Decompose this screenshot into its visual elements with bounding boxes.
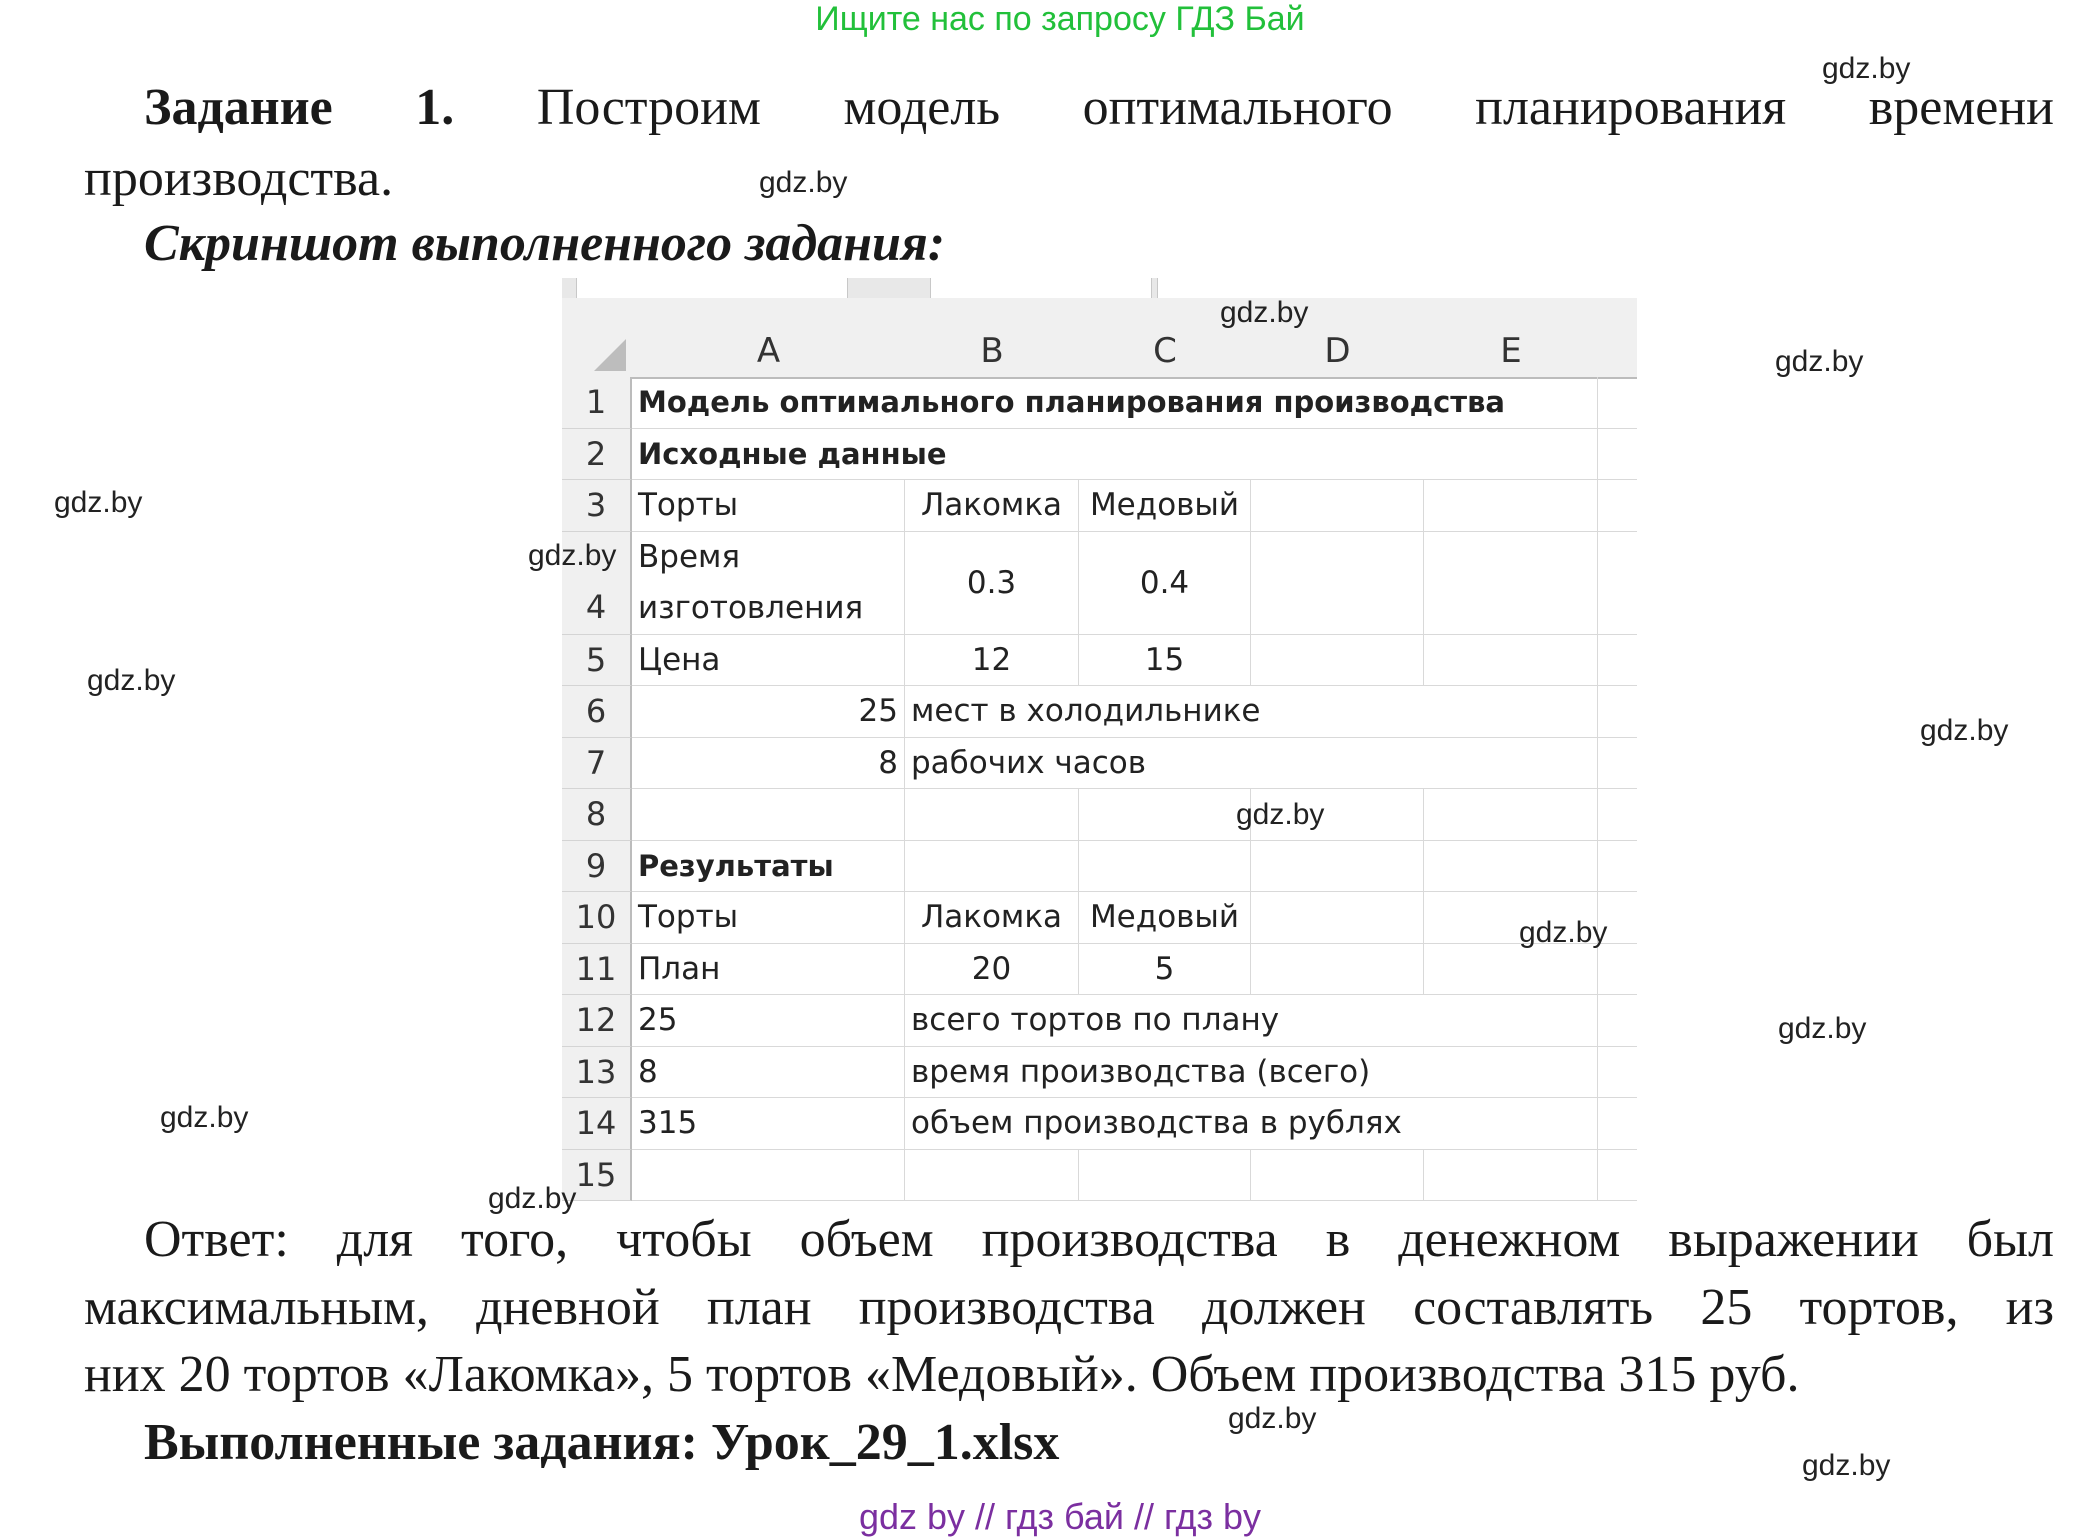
- column-header-b[interactable]: B: [905, 325, 1080, 379]
- watermark: gdz.by: [1228, 1402, 1317, 1435]
- watermark: gdz.by: [759, 166, 848, 199]
- column-header-f[interactable]: [1598, 325, 1637, 379]
- empty-cell[interactable]: [1598, 480, 1637, 532]
- watermark: gdz.by: [1236, 798, 1325, 831]
- watermark: gdz.by: [160, 1101, 249, 1134]
- cell-a6[interactable]: 25: [632, 686, 905, 738]
- cell-a5[interactable]: Цена: [632, 635, 905, 687]
- empty-cell[interactable]: [1598, 532, 1637, 635]
- empty-cell[interactable]: [1598, 686, 1637, 738]
- empty-cell[interactable]: [1079, 1150, 1251, 1202]
- cell-b13[interactable]: время производства (всего): [905, 1047, 1598, 1099]
- footer-links: gdz by // гдз бай // гдз by: [858, 1496, 1262, 1537]
- row-header-12[interactable]: 12: [562, 995, 632, 1047]
- empty-cell[interactable]: [1598, 635, 1637, 687]
- task-line-1: [144, 74, 2054, 142]
- row-header-10[interactable]: 10: [562, 892, 632, 944]
- name-box: [576, 278, 848, 299]
- cell-b11[interactable]: 20: [905, 944, 1079, 996]
- empty-cell[interactable]: [1251, 480, 1424, 532]
- empty-cell[interactable]: [632, 789, 905, 841]
- row-header-14[interactable]: 14: [562, 1098, 632, 1150]
- row-header-15[interactable]: 15: [562, 1150, 632, 1202]
- cell-b12[interactable]: всего тортов по плану: [905, 995, 1598, 1047]
- empty-cell[interactable]: [1424, 480, 1598, 532]
- search-banner: Ищите нас по запросу ГДЗ Бай: [815, 0, 1305, 38]
- watermark: gdz.by: [1775, 345, 1864, 378]
- empty-cell[interactable]: [1598, 995, 1637, 1047]
- empty-cell[interactable]: [905, 789, 1079, 841]
- row-header-13[interactable]: 13: [562, 1047, 632, 1099]
- watermark: gdz.by: [1778, 1012, 1867, 1045]
- empty-cell[interactable]: [1424, 841, 1598, 893]
- empty-cell[interactable]: [1251, 892, 1424, 944]
- empty-cell[interactable]: [1424, 944, 1598, 996]
- empty-cell[interactable]: [1598, 429, 1637, 481]
- watermark: gdz.by: [54, 486, 143, 519]
- formula-buttons: [930, 278, 1152, 299]
- cell-a4[interactable]: Время изготовления: [632, 532, 905, 635]
- watermark: gdz.by: [1822, 52, 1911, 85]
- watermark: gdz.by: [1802, 1449, 1891, 1482]
- empty-cell[interactable]: [905, 841, 1079, 893]
- cell-c11[interactable]: 5: [1079, 944, 1251, 996]
- answer-line-1: Ответ: для того, чтобы объем производства в денежном выражении был: [144, 1211, 2054, 1268]
- cell-b14[interactable]: объем производства в рублях: [905, 1098, 1598, 1150]
- column-header-c[interactable]: C: [1079, 325, 1252, 379]
- column-header-a[interactable]: A: [632, 325, 906, 379]
- empty-cell[interactable]: [1598, 1098, 1637, 1150]
- empty-cell[interactable]: [1079, 789, 1251, 841]
- watermark: gdz.by: [87, 664, 176, 697]
- empty-cell[interactable]: [1424, 789, 1598, 841]
- answer-line-3: них 20 тортов «Лакомка», 5 тортов «Медовый». Объем производства 315 руб.: [84, 1346, 1800, 1403]
- cell-b7[interactable]: рабочих часов: [905, 738, 1598, 790]
- empty-cell[interactable]: [1424, 532, 1598, 635]
- cell-a9[interactable]: Результаты: [632, 841, 905, 893]
- empty-cell[interactable]: [1598, 377, 1637, 429]
- empty-cell[interactable]: [1424, 635, 1598, 687]
- watermark: gdz.by: [1519, 916, 1608, 949]
- cell-a14[interactable]: 315: [632, 1098, 905, 1150]
- empty-cell[interactable]: [1251, 635, 1424, 687]
- row-header-9[interactable]: 9: [562, 841, 632, 893]
- cell-a10[interactable]: Торты: [632, 892, 905, 944]
- watermark: gdz.by: [528, 539, 617, 572]
- watermark: gdz.by: [488, 1182, 577, 1215]
- cell-c4[interactable]: 0.4: [1079, 532, 1251, 635]
- row-header-4[interactable]: 4: [562, 532, 632, 635]
- row-header-1[interactable]: 1: [562, 377, 632, 429]
- select-all-corner[interactable]: [562, 325, 633, 379]
- empty-cell[interactable]: [1251, 944, 1424, 996]
- empty-cell[interactable]: [1598, 1047, 1637, 1099]
- empty-cell[interactable]: [1598, 1150, 1637, 1202]
- row-header-11[interactable]: 11: [562, 944, 632, 996]
- empty-cell[interactable]: [1079, 841, 1251, 893]
- answer-line-2: максимальным, дневной план производства должен составлять 25 тортов, из: [84, 1279, 2054, 1336]
- empty-cell[interactable]: [1251, 1150, 1424, 1202]
- column-header-e[interactable]: E: [1424, 325, 1599, 379]
- cell-c3[interactable]: Медовый: [1079, 480, 1251, 532]
- empty-cell[interactable]: [905, 1150, 1079, 1202]
- empty-cell[interactable]: [1598, 738, 1637, 790]
- empty-cell[interactable]: [1251, 532, 1424, 635]
- row-header-3[interactable]: 3: [562, 480, 632, 532]
- cell-b10[interactable]: Лакомка: [905, 892, 1079, 944]
- empty-cell[interactable]: [1251, 841, 1424, 893]
- task-text: Построим модель оптимального планирования времени: [536, 79, 2055, 136]
- cell-b3[interactable]: Лакомка: [905, 480, 1079, 532]
- task-line-2: производства.: [84, 150, 394, 207]
- completed-files: Выполненные задания: Урок_29_1.xlsx: [144, 1414, 1060, 1471]
- empty-cell[interactable]: [632, 1150, 905, 1202]
- screenshot-heading: Скриншот выполненного задания:: [144, 215, 946, 272]
- empty-cell[interactable]: [1598, 841, 1637, 893]
- row-header-5[interactable]: 5: [562, 635, 632, 687]
- watermark: gdz.by: [1220, 296, 1309, 329]
- watermark: gdz.by: [1920, 714, 2009, 747]
- empty-cell[interactable]: [1424, 1150, 1598, 1202]
- row-header-2[interactable]: 2: [562, 429, 632, 481]
- cell-a3[interactable]: Торты: [632, 480, 905, 532]
- row-header-6[interactable]: 6: [562, 686, 632, 738]
- cell-b4[interactable]: 0.3: [905, 532, 1079, 635]
- column-header-d[interactable]: D: [1251, 325, 1425, 379]
- cell-a11[interactable]: План: [632, 944, 905, 996]
- row-header-8[interactable]: 8: [562, 789, 632, 841]
- empty-cell[interactable]: [1598, 944, 1637, 996]
- task-label: Задание 1.: [144, 79, 455, 136]
- cell-c10[interactable]: Медовый: [1079, 892, 1251, 944]
- cell-a7[interactable]: 8: [632, 738, 905, 790]
- cell-b6[interactable]: мест в холодильнике: [905, 686, 1598, 738]
- spreadsheet-screenshot: [562, 278, 1637, 1202]
- cell-a2[interactable]: Исходные данные: [632, 429, 1598, 481]
- cell-a1[interactable]: Модель оптимального планирования производства: [632, 377, 1598, 429]
- formula-bar: [562, 278, 1637, 298]
- cell-a13[interactable]: 8: [632, 1047, 905, 1099]
- cell-c5[interactable]: 15: [1079, 635, 1251, 687]
- cell-b5[interactable]: 12: [905, 635, 1079, 687]
- cell-a12[interactable]: 25: [632, 995, 905, 1047]
- row-header-7[interactable]: 7: [562, 738, 632, 790]
- empty-cell[interactable]: [1598, 789, 1637, 841]
